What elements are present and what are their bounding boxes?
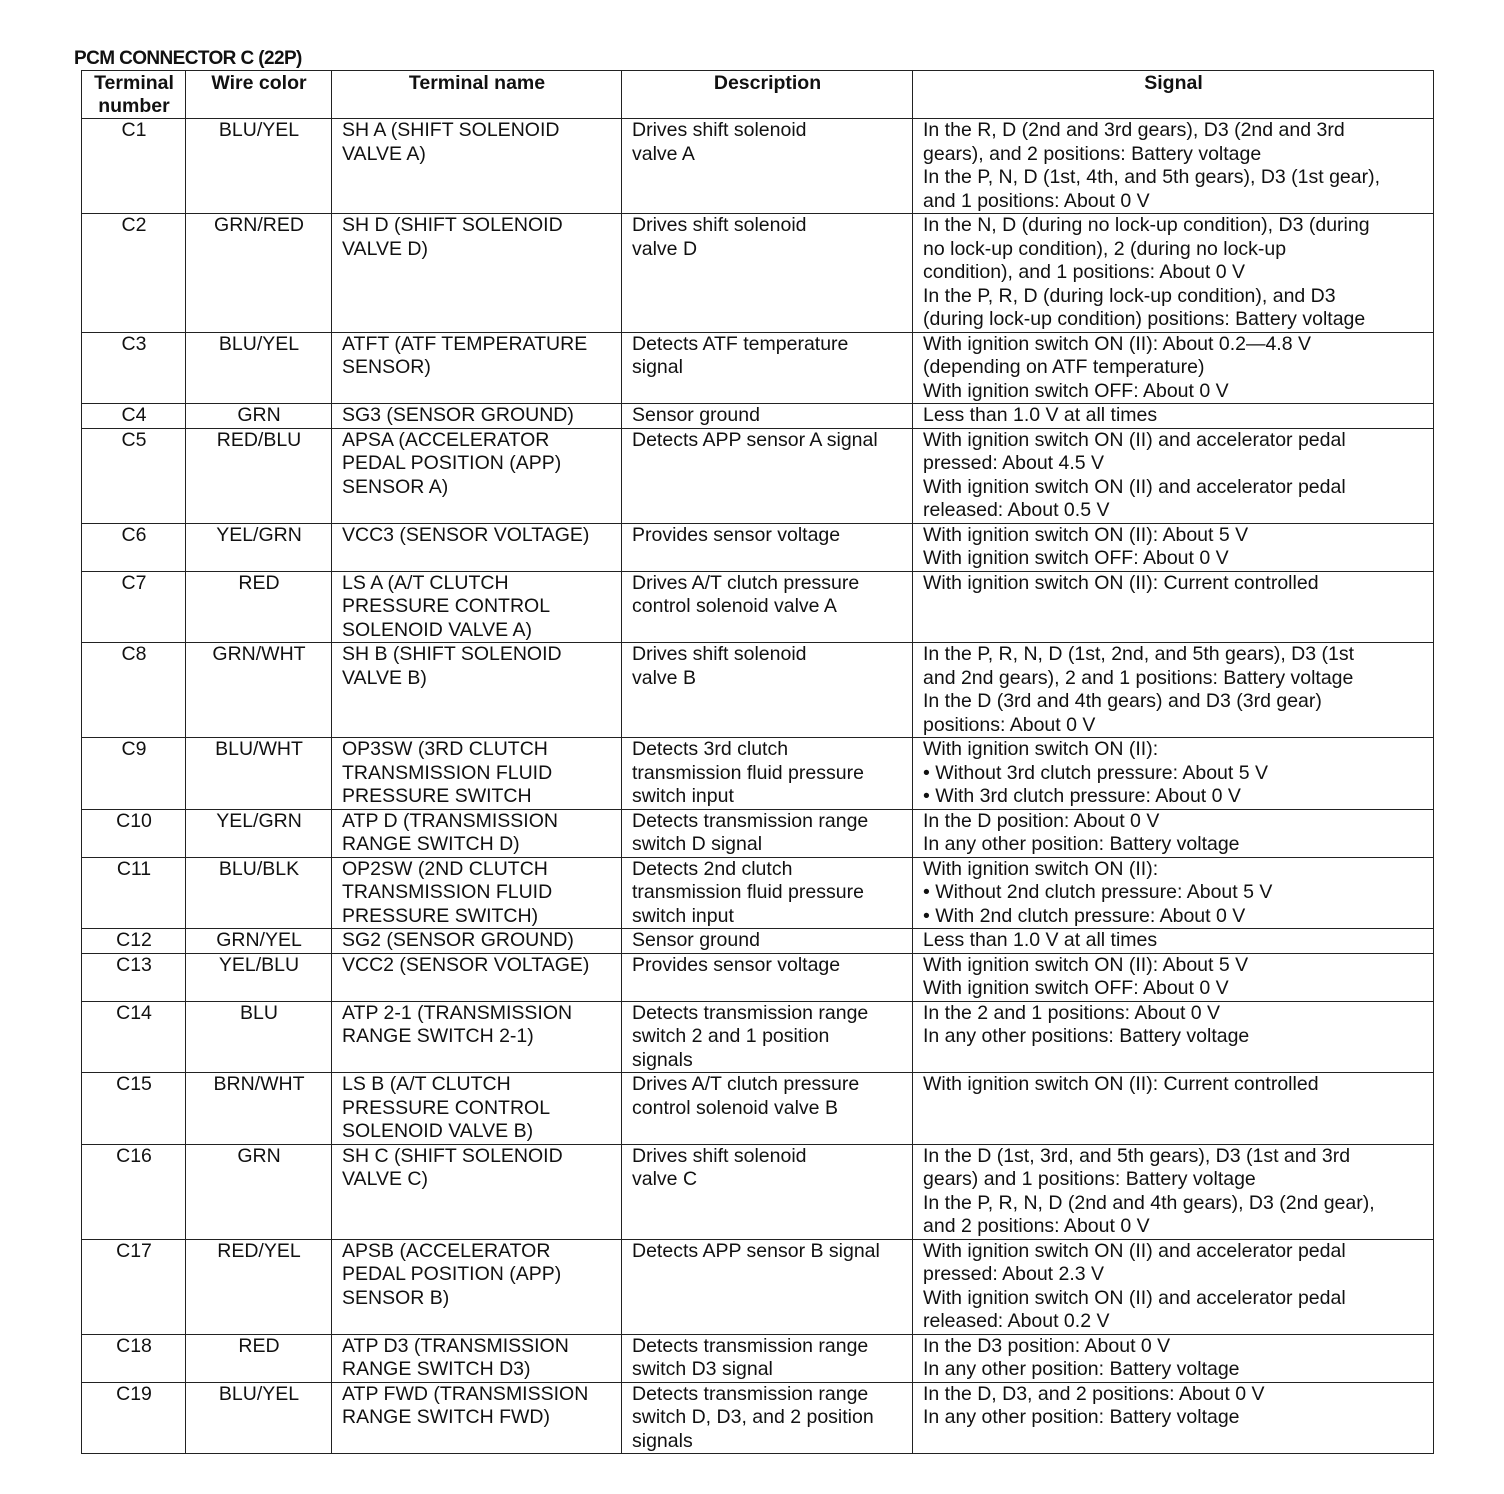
wire-color-cell: BLU/YEL xyxy=(186,119,332,214)
terminal-name-line: APSA (ACCELERATOR xyxy=(342,428,550,451)
description-cell xyxy=(622,1334,913,1382)
wire-color-cell: YEL/GRN xyxy=(186,523,332,571)
signal-line: In the D, D3, and 2 positions: About 0 V xyxy=(923,1382,1265,1405)
terminal-number-cell: C8 xyxy=(82,643,186,738)
signal-cell xyxy=(913,857,1434,929)
signal-cell xyxy=(913,1144,1434,1239)
signal-line: and 2nd gears), 2 and 1 positions: Battery voltage xyxy=(923,666,1354,689)
terminal-name-cell xyxy=(332,571,622,643)
description-line: Detects transmission range xyxy=(632,1334,869,1357)
terminal-name-cell xyxy=(332,523,622,571)
description-cell xyxy=(622,428,913,523)
wire-color-cell: BLU xyxy=(186,1001,332,1073)
signal-line: In any other position: Battery voltage xyxy=(923,1406,1240,1428)
terminal-name-line: SG2 (SENSOR GROUND) xyxy=(342,929,574,951)
signal-line: positions: About 0 V xyxy=(923,713,1096,736)
signal-bullet-line: • Without 2nd clutch pressure: About 5 V xyxy=(923,881,1424,905)
terminal-name-line: SH C (SHIFT SOLENOID xyxy=(342,1144,563,1167)
signal-cell xyxy=(913,953,1434,1001)
signal-line: With ignition switch ON (II): Current controlled xyxy=(923,571,1319,594)
signal-cell xyxy=(913,1001,1434,1073)
signal-line: In the 2 and 1 positions: About 0 V xyxy=(923,1001,1221,1024)
description-cell xyxy=(622,1144,913,1239)
signal-line: With ignition switch OFF: About 0 V xyxy=(923,379,1229,402)
wire-color-cell: GRN xyxy=(186,1144,332,1239)
wire-color-cell: GRN/RED xyxy=(186,214,332,333)
signal-line: and 2 positions: About 0 V xyxy=(923,1215,1150,1237)
terminal-name-cell xyxy=(332,428,622,523)
terminal-name-line: PRESSURE SWITCH xyxy=(342,785,532,807)
description-cell xyxy=(622,119,913,214)
table-body xyxy=(82,119,1434,1454)
terminal-number-cell: C12 xyxy=(82,929,186,954)
terminal-name-cell xyxy=(332,857,622,929)
description-line: valve A xyxy=(632,142,695,165)
terminal-name-line: SOLENOID VALVE B) xyxy=(342,1120,534,1142)
signal-line: no lock-up condition), 2 (during no lock-up xyxy=(923,237,1287,260)
signal-line: With ignition switch ON (II): xyxy=(923,738,1159,760)
description-line: control solenoid valve A xyxy=(632,595,837,617)
table-header-row xyxy=(82,71,1434,119)
signal-cell xyxy=(913,1073,1434,1145)
terminal-name-cell xyxy=(332,332,622,404)
description-line: Detects APP sensor B signal xyxy=(632,1239,880,1262)
terminal-name-line: PRESSURE SWITCH) xyxy=(342,904,539,927)
signal-line: In any other position: Battery voltage xyxy=(923,1358,1240,1380)
description-line: switch D3 signal xyxy=(632,1358,773,1380)
terminal-number-cell: C13 xyxy=(82,953,186,1001)
terminal-name-line: OP2SW (2ND CLUTCH xyxy=(342,857,548,880)
description-cell xyxy=(622,1001,913,1073)
terminal-name-line: OP3SW (3RD CLUTCH xyxy=(342,738,548,760)
terminal-name-cell xyxy=(332,929,622,954)
wire-color-cell: BLU/WHT xyxy=(186,738,332,810)
header-terminal-line-2: number xyxy=(98,95,170,117)
header-terminal-line-1: Terminal xyxy=(94,72,174,94)
description-line: Provides sensor voltage xyxy=(632,953,841,976)
wire-color-cell: GRN/WHT xyxy=(186,643,332,738)
terminal-name-line: LS B (A/T CLUTCH xyxy=(342,1073,511,1095)
description-line: Drives A/T clutch pressure xyxy=(632,571,860,594)
signal-line: In the P, R, N, D (2nd and 4th gears), D3 (2nd gear), xyxy=(923,1191,1375,1214)
terminal-name-line: PEDAL POSITION (APP) xyxy=(342,452,562,474)
description-cell xyxy=(622,929,913,954)
table-row xyxy=(82,571,1434,643)
signal-cell xyxy=(913,643,1434,738)
wire-color-cell: RED xyxy=(186,1334,332,1382)
description-line: Detects ATF temperature xyxy=(632,332,849,355)
wire-color-cell: YEL/BLU xyxy=(186,953,332,1001)
wire-color-cell: YEL/GRN xyxy=(186,809,332,857)
terminal-number-cell: C7 xyxy=(82,571,186,643)
terminal-name-line: APSB (ACCELERATOR xyxy=(342,1239,551,1262)
description-cell xyxy=(622,738,913,810)
description-line: Detects transmission range xyxy=(632,809,869,832)
description-line: Provides sensor voltage xyxy=(632,523,841,546)
description-line: transmission fluid pressure xyxy=(632,881,864,903)
signal-line: With ignition switch ON (II) and accelerator pedal xyxy=(923,428,1346,451)
wire-color-cell: BLU/YEL xyxy=(186,1382,332,1454)
table-row xyxy=(82,643,1434,738)
description-line: switch D signal xyxy=(632,833,763,855)
signal-cell xyxy=(913,428,1434,523)
terminal-name-line: SOLENOID VALVE A) xyxy=(342,618,533,641)
description-line: Drives shift solenoid xyxy=(632,1144,807,1167)
signal-line: In the R, D (2nd and 3rd gears), D3 (2nd and 3rd xyxy=(923,119,1345,141)
description-line: Detects transmission range xyxy=(632,1382,869,1405)
description-cell xyxy=(622,1382,913,1454)
signal-cell xyxy=(913,119,1434,214)
signal-line: In the N, D (during no lock-up condition), D3 (during xyxy=(923,214,1370,236)
signal-cell xyxy=(913,738,1434,810)
terminal-number-cell: C16 xyxy=(82,1144,186,1239)
page-title: PCM CONNECTOR C (22P) xyxy=(74,48,302,69)
signal-cell xyxy=(913,1239,1434,1334)
pcm-connector-table xyxy=(81,70,1434,1454)
wire-color-cell: RED/BLU xyxy=(186,428,332,523)
terminal-name-line: RANGE SWITCH D) xyxy=(342,833,520,855)
terminal-name-cell xyxy=(332,1144,622,1239)
description-line: valve B xyxy=(632,666,696,689)
terminal-name-line: RANGE SWITCH 2-1) xyxy=(342,1025,534,1047)
header-terminal-name: Terminal name xyxy=(332,71,622,119)
signal-line: In the D3 position: About 0 V xyxy=(923,1334,1171,1357)
description-line: Detects transmission range xyxy=(632,1001,869,1024)
description-line: Drives shift solenoid xyxy=(632,643,807,665)
terminal-number-cell: C15 xyxy=(82,1073,186,1145)
header-wire-color: Wire color xyxy=(186,71,332,119)
terminal-number-cell: C4 xyxy=(82,404,186,429)
terminal-number-cell: C19 xyxy=(82,1382,186,1454)
terminal-name-line: RANGE SWITCH FWD) xyxy=(342,1406,550,1428)
signal-line: Less than 1.0 V at all times xyxy=(923,404,1158,426)
signal-line: With ignition switch ON (II) and accelerator pedal xyxy=(923,475,1346,498)
description-line: valve D xyxy=(632,237,698,260)
signal-cell xyxy=(913,404,1434,429)
description-line: Sensor ground xyxy=(632,404,760,426)
table-row xyxy=(82,404,1434,429)
terminal-name-line: PRESSURE CONTROL xyxy=(342,1096,551,1119)
table-row xyxy=(82,953,1434,1001)
terminal-name-cell xyxy=(332,1334,622,1382)
terminal-name-line: TRANSMISSION FLUID xyxy=(342,881,553,903)
table-row xyxy=(82,1144,1434,1239)
signal-line: With ignition switch ON (II): About 5 V xyxy=(923,523,1249,546)
description-line: control solenoid valve B xyxy=(632,1096,838,1119)
table-row xyxy=(82,1382,1434,1454)
terminal-name-cell xyxy=(332,643,622,738)
description-line: switch input xyxy=(632,904,734,927)
signal-line: condition), and 1 positions: About 0 V xyxy=(923,261,1245,283)
terminal-name-line: SH A (SHIFT SOLENOID xyxy=(342,119,560,141)
signal-line: In the P, R, N, D (1st, 2nd, and 5th gears), D3 (1st xyxy=(923,643,1355,665)
signal-cell xyxy=(913,809,1434,857)
wire-color-cell: GRN xyxy=(186,404,332,429)
wire-color-cell: BLU/YEL xyxy=(186,332,332,404)
signal-line: With ignition switch ON (II): xyxy=(923,857,1159,880)
table-row xyxy=(82,809,1434,857)
terminal-name-line: SH B (SHIFT SOLENOID xyxy=(342,643,562,665)
table-row xyxy=(82,523,1434,571)
description-cell xyxy=(622,332,913,404)
terminal-number-cell: C6 xyxy=(82,523,186,571)
terminal-name-line: ATP D (TRANSMISSION xyxy=(342,809,558,832)
description-line: switch 2 and 1 position xyxy=(632,1025,830,1047)
table-row xyxy=(82,119,1434,214)
terminal-name-cell xyxy=(332,119,622,214)
terminal-name-cell xyxy=(332,1073,622,1145)
terminal-number-cell: C18 xyxy=(82,1334,186,1382)
description-cell xyxy=(622,1239,913,1334)
terminal-name-line: SENSOR B) xyxy=(342,1286,450,1309)
description-line: switch D, D3, and 2 position xyxy=(632,1406,874,1428)
signal-line: released: About 0.5 V xyxy=(923,499,1110,521)
terminal-name-line: VALVE A) xyxy=(342,142,426,165)
table-row xyxy=(82,1001,1434,1073)
terminal-number-cell: C3 xyxy=(82,332,186,404)
signal-line: With ignition switch ON (II) and accelerator pedal xyxy=(923,1239,1346,1262)
terminal-name-line: ATP D3 (TRANSMISSION xyxy=(342,1334,569,1357)
terminal-name-cell xyxy=(332,1239,622,1334)
signal-line: In the P, N, D (1st, 4th, and 5th gears), D3 (1st gear), xyxy=(923,166,1381,188)
description-cell xyxy=(622,404,913,429)
signal-line: With ignition switch ON (II) and accelerator pedal xyxy=(923,1286,1346,1309)
description-cell xyxy=(622,1073,913,1145)
terminal-number-cell: C1 xyxy=(82,119,186,214)
signal-line: In any other position: Battery voltage xyxy=(923,833,1240,855)
terminal-name-line: VALVE C) xyxy=(342,1168,428,1190)
terminal-name-line: VALVE B) xyxy=(342,666,427,689)
signal-line: With ignition switch OFF: About 0 V xyxy=(923,977,1229,999)
terminal-number-cell: C2 xyxy=(82,214,186,333)
signal-line: With ignition switch ON (II): Current controlled xyxy=(923,1073,1319,1095)
terminal-name-cell xyxy=(332,738,622,810)
description-cell xyxy=(622,214,913,333)
signal-cell xyxy=(913,214,1434,333)
description-line: transmission fluid pressure xyxy=(632,761,864,784)
description-line: signals xyxy=(632,1048,693,1071)
terminal-name-line: SENSOR) xyxy=(342,356,431,378)
table-row xyxy=(82,1073,1434,1145)
terminal-name-cell xyxy=(332,1382,622,1454)
signal-line: and 1 positions: About 0 V xyxy=(923,189,1150,212)
wire-color-cell: BRN/WHT xyxy=(186,1073,332,1145)
signal-line: In the D (1st, 3rd, and 5th gears), D3 (1st and 3rd xyxy=(923,1144,1351,1167)
terminal-name-line: PEDAL POSITION (APP) xyxy=(342,1263,562,1285)
description-line: Sensor ground xyxy=(632,929,760,951)
table-row xyxy=(82,214,1434,333)
terminal-name-cell xyxy=(332,1001,622,1073)
signal-bullet-line: • Without 3rd clutch pressure: About 5 V xyxy=(923,762,1424,786)
header-description: Description xyxy=(622,71,913,119)
signal-line: pressed: About 4.5 V xyxy=(923,452,1105,474)
terminal-name-cell xyxy=(332,953,622,1001)
terminal-name-line: SG3 (SENSOR GROUND) xyxy=(342,404,574,426)
description-cell xyxy=(622,571,913,643)
signal-line: gears), and 2 positions: Battery voltage xyxy=(923,142,1262,165)
wire-color-cell: RED/YEL xyxy=(186,1239,332,1334)
signal-cell xyxy=(913,571,1434,643)
terminal-name-line: TRANSMISSION FLUID xyxy=(342,761,553,784)
signal-bullet-line: • With 2nd clutch pressure: About 0 V xyxy=(923,905,1424,929)
description-line: Drives shift solenoid xyxy=(632,214,807,236)
description-cell xyxy=(622,809,913,857)
table-row xyxy=(82,1334,1434,1382)
terminal-name-line: VCC3 (SENSOR VOLTAGE) xyxy=(342,523,590,546)
signal-line: With ignition switch OFF: About 0 V xyxy=(923,547,1229,569)
signal-cell xyxy=(913,523,1434,571)
description-line: Drives shift solenoid xyxy=(632,119,807,141)
description-line: Detects 3rd clutch xyxy=(632,738,789,760)
signal-line: gears) and 1 positions: Battery voltage xyxy=(923,1168,1256,1190)
table-row xyxy=(82,428,1434,523)
terminal-name-line: LS A (A/T CLUTCH xyxy=(342,571,509,594)
description-cell xyxy=(622,953,913,1001)
terminal-name-cell xyxy=(332,214,622,333)
terminal-number-cell: C10 xyxy=(82,809,186,857)
terminal-number-cell: C17 xyxy=(82,1239,186,1334)
terminal-number-cell: C5 xyxy=(82,428,186,523)
terminal-name-line: RANGE SWITCH D3) xyxy=(342,1358,531,1380)
terminal-name-line: VCC2 (SENSOR VOLTAGE) xyxy=(342,953,590,976)
signal-line: In the P, R, D (during lock-up condition), and D3 xyxy=(923,284,1336,307)
wire-color-cell: GRN/YEL xyxy=(186,929,332,954)
terminal-number-cell: C11 xyxy=(82,857,186,929)
terminal-name-line: ATFT (ATF TEMPERATURE xyxy=(342,332,588,355)
wire-color-cell: RED xyxy=(186,571,332,643)
description-cell xyxy=(622,857,913,929)
terminal-name-line: ATP 2-1 (TRANSMISSION xyxy=(342,1001,573,1024)
signal-bullet-line: • With 3rd clutch pressure: About 0 V xyxy=(923,785,1424,809)
header-signal: Signal xyxy=(913,71,1434,119)
terminal-name-line: VALVE D) xyxy=(342,237,428,260)
header-terminal-number xyxy=(82,71,186,119)
terminal-name-cell xyxy=(332,809,622,857)
signal-line: pressed: About 2.3 V xyxy=(923,1263,1105,1285)
terminal-name-cell xyxy=(332,404,622,429)
signal-line: With ignition switch ON (II): About 0.2—4.8 V xyxy=(923,332,1311,355)
table-row xyxy=(82,1239,1434,1334)
description-line: switch input xyxy=(632,785,734,807)
table-row xyxy=(82,738,1434,810)
terminal-name-line: SENSOR A) xyxy=(342,475,449,498)
signal-cell xyxy=(913,332,1434,404)
terminal-name-line: SH D (SHIFT SOLENOID xyxy=(342,214,563,236)
description-cell xyxy=(622,523,913,571)
signal-line: released: About 0.2 V xyxy=(923,1310,1110,1332)
signal-cell xyxy=(913,1334,1434,1382)
signal-cell xyxy=(913,1382,1434,1454)
signal-line: In any other positions: Battery voltage xyxy=(923,1025,1250,1047)
description-cell xyxy=(622,643,913,738)
table-row xyxy=(82,857,1434,929)
table-row xyxy=(82,929,1434,954)
signal-line: In the D position: About 0 V xyxy=(923,809,1160,832)
description-line: signal xyxy=(632,356,683,378)
signal-cell xyxy=(913,929,1434,954)
terminal-name-line: ATP FWD (TRANSMISSION xyxy=(342,1382,589,1405)
description-line: signals xyxy=(632,1429,693,1452)
description-line: valve C xyxy=(632,1168,698,1190)
signal-line: With ignition switch ON (II): About 5 V xyxy=(923,953,1249,976)
signal-line: In the D (3rd and 4th gears) and D3 (3rd gear) xyxy=(923,690,1322,712)
description-line: Detects APP sensor A signal xyxy=(632,428,878,451)
description-line: Drives A/T clutch pressure xyxy=(632,1073,860,1095)
signal-line: (during lock-up condition) positions: Battery voltage xyxy=(923,308,1366,330)
terminal-number-cell: C14 xyxy=(82,1001,186,1073)
description-line: Detects 2nd clutch xyxy=(632,857,793,880)
terminal-number-cell: C9 xyxy=(82,738,186,810)
signal-line: Less than 1.0 V at all times xyxy=(923,929,1158,951)
wire-color-cell: BLU/BLK xyxy=(186,857,332,929)
signal-line: (depending on ATF temperature) xyxy=(923,356,1205,378)
table-row xyxy=(82,332,1434,404)
terminal-name-line: PRESSURE CONTROL xyxy=(342,595,551,617)
